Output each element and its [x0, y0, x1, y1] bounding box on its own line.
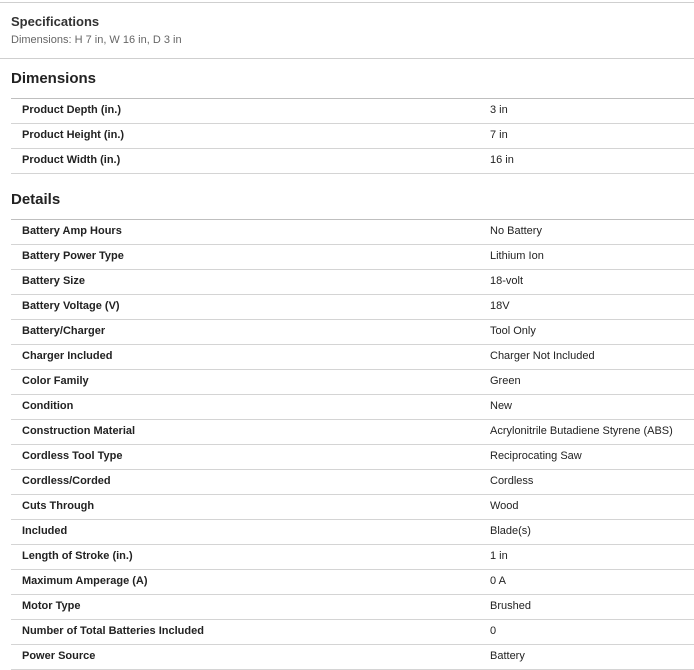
details-table	[11, 219, 694, 670]
table-row	[11, 295, 694, 320]
dimensions-title: Dimensions	[11, 70, 97, 87]
details-title: Details	[11, 191, 61, 208]
table-row	[11, 395, 694, 420]
dimensions-table	[11, 98, 694, 174]
table-row	[11, 570, 694, 595]
row-value: Reciprocating Saw	[490, 450, 582, 462]
table-row	[11, 124, 694, 149]
table-row	[11, 620, 694, 645]
row-value: Tool Only	[490, 325, 536, 337]
table-row	[11, 520, 694, 545]
header-divider	[0, 58, 694, 59]
row-label: Number of Total Batteries Included	[22, 625, 204, 637]
row-label: Product Depth (in.)	[22, 104, 121, 116]
table-row	[11, 545, 694, 570]
row-value: Brushed	[490, 600, 531, 612]
row-value: Blade(s)	[490, 525, 531, 537]
table-row	[11, 149, 694, 174]
row-value: 18-volt	[490, 275, 524, 287]
specifications-title: Specifications	[11, 14, 100, 29]
row-label: Included	[22, 525, 68, 537]
table-row	[11, 345, 694, 370]
row-value: 0 A	[490, 575, 506, 587]
row-value: 18V	[490, 300, 510, 312]
top-divider	[0, 2, 694, 3]
row-value: 0	[490, 625, 497, 637]
row-label: Color Family	[22, 375, 89, 387]
row-value: Wood	[490, 500, 519, 512]
row-value: 3 in	[490, 104, 508, 116]
row-value: Cordless	[490, 475, 534, 487]
table-row	[11, 245, 694, 270]
table-row	[11, 645, 694, 670]
row-label: Maximum Amperage (A)	[22, 575, 148, 587]
row-label: Battery Voltage (V)	[22, 300, 120, 312]
row-value: Charger Not Included	[490, 350, 595, 362]
row-value: Acrylonitrile Butadiene Styrene (ABS)	[490, 425, 673, 437]
table-row	[11, 495, 694, 520]
table-row	[11, 445, 694, 470]
row-label: Battery/Charger	[22, 325, 106, 337]
table-row	[11, 270, 694, 295]
row-label: Motor Type	[22, 600, 81, 612]
row-value: New	[490, 400, 513, 412]
row-label: Power Source	[22, 650, 96, 662]
table-row	[11, 470, 694, 495]
row-label: Charger Included	[22, 350, 113, 362]
table-row	[11, 370, 694, 395]
row-label: Length of Stroke (in.)	[22, 550, 133, 562]
row-value: Battery	[490, 650, 525, 662]
row-value: Lithium Ion	[490, 250, 544, 262]
row-value: 16 in	[490, 154, 514, 166]
row-label: Battery Amp Hours	[22, 225, 122, 237]
row-label: Cordless/Corded	[22, 475, 111, 487]
row-label: Product Height (in.)	[22, 129, 125, 141]
row-label: Product Width (in.)	[22, 154, 121, 166]
row-value: Green	[490, 375, 521, 387]
row-label: Construction Material	[22, 425, 136, 437]
table-row	[11, 420, 694, 445]
row-label: Battery Size	[22, 275, 85, 287]
specifications-subtitle: Dimensions: H 7 in, W 16 in, D 3 in	[11, 34, 182, 46]
table-row	[11, 595, 694, 620]
row-label: Condition	[22, 400, 74, 412]
table-row	[11, 99, 694, 124]
table-row	[11, 320, 694, 345]
row-value: 7 in	[490, 129, 508, 141]
row-label: Battery Power Type	[22, 250, 124, 262]
specifications-header[interactable]	[11, 14, 182, 47]
row-value: 1 in	[490, 550, 508, 562]
row-label: Cuts Through	[22, 500, 95, 512]
table-row	[11, 220, 694, 245]
row-label: Cordless Tool Type	[22, 450, 123, 462]
row-value: No Battery	[490, 225, 542, 237]
